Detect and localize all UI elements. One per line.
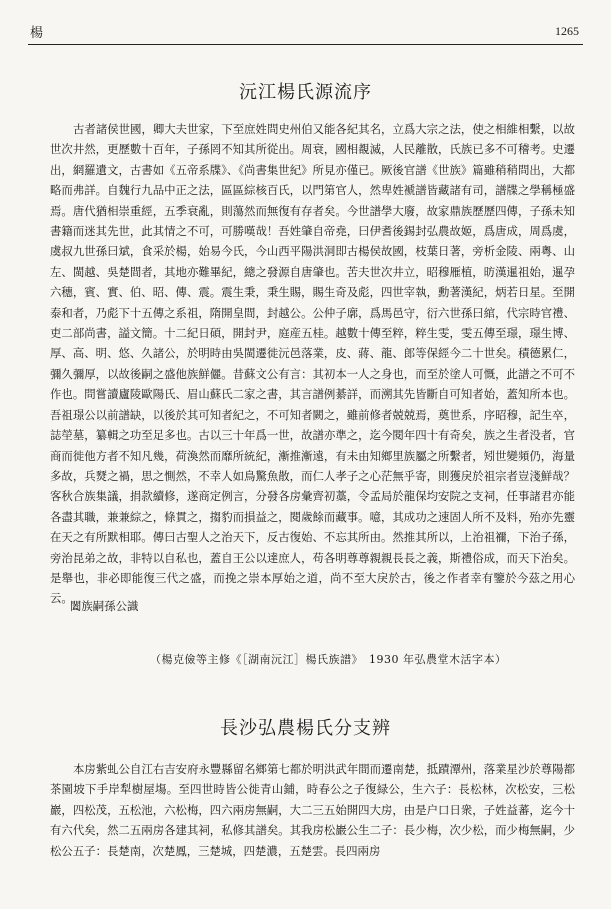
article-body-2: 本房紫虬公自江右吉安府永豐縣留名鄉第七都於明洪武年間而遷南楚，抵蹟潭州，落業星沙於尊陽都茶園坡下手岸犁樹屋塲。至四世時皆公徙青山鋪，時春公之子復緑公，生六子：長松林，次松安，三松巖，四松茂，五松池，六松梅，四六兩房無嗣，大二三五始開四大房，由是户口日衆，子姓益蕃，迄今十有六代矣，然二五兩房各建其祠，私修其譜矣。其我房松巖公生二子：長少梅，次少松，而少梅無嗣，少松公五子：長楚南，次楚鳳，三楚城，四楚濃，五楚雲。長四兩房	[50, 762, 575, 858]
running-header-section: 楊	[30, 26, 44, 41]
page-number: 1265	[555, 24, 579, 38]
header-rule	[28, 44, 583, 45]
source-citation: （楊克儉等主修《［湖南沅江］楊氏族譜》 1930 年弘農堂木活字本）	[150, 653, 507, 666]
article-body-1: 古者諸侯世國，卿大夫世家，下至庶姓問史州伯又能各紀其名，立爲大宗之法，使之相維相繫，以故世次井然，更歷數十百年，子孫罔不知其所從出。周衰，國相覩滅，人民離散，氏族已多不可稽考。史遷出，網羅遺文，古書如《五帝系牒》、《尚書集世紀》所見亦僅已。厥後官譜《世族》篇雖稍稍問出，大都略而弗詳。自魏行九品中正之法，區區綜核百氏，以門第官人，然卑姓褫譜皆藏諸有司，譜牒之學稱極盛焉。唐代猶相崇重經，五季衰亂，則蕩然而無復有存者矣。今世譜學大廢，故家鼎族歷歷四傳，子孫未知書籍而迷其先世，此其情之不可，可勝嘆哉！吾姓肇自帝堯，曰伊耆後錫封弘農故姬，爲唐成，周爲虞，虞叔九世孫曰斌，食采於楊，始易今氏，今山西平陽洪洞即古楊侯故國，枝葉日著，旁析金陵、兩粵、山左、閩越、吳楚間者，其地亦難畢紀，總之發源自唐肇也。苦夫世次井立，昭穆雁植，昉漢暹祖始，暹孕六穗，賓、實、伯、昭、傳、震。震生秉，秉生賜，賜生奇及彪，四世宰執，勳著漢紀，炳若日星。至開泰和者，乃彪下十五傳之系祖，隋開皇間，封越公。公仲子廓，爲馬邑守，衍六世孫曰綰，代宗時官禮、吏二部尚書，謚文簡。十二紀日碩，開封尹，庭産五桂。越數十傳至粹，粹生雯，雯五傳至璟，璟生博、厚、高、明、悠、久諸公，於明時由吳閩遷徙沅邑落業，皮、蔣、龍、郎等保經今二十世矣。積德累仁，彌久彌厚，以故後嗣之盛他族鮮儷。昔蘇文公有言：其初本一人之身也，而至於塗人可慨，此譜之不可不作也。問嘗讀廬陵歐陽氏、眉山蘇氏二家之書，其言譜例綦詳，而溯其先皆斷自可知者始，蓋知所本也。吾祖璟公以前譜缺，以後於其可知者紀之，不可知者闕之，雖前修者兢兢焉，奠世系，序昭穆，記生卒，誌塋墓，纂輯之功至足多也。古以三十年爲一世，故譜亦準之，迄今閱年四十有奇矣，族之生者没者，官商而徙他方者不知凡幾，荷渙然而靡所統紀，漸推漸遠，有未由知鄉里族屬之所繫者，矧世變頻仍，海量多故，兵燹之禍，思之惻然，不幸人如鳥驚魚散，而仁人孝子之心茫無乎寄，則獲戾於祖宗者豈淺鮮哉？客秋合族集議，捐款續修，遂商定例言，分發各房彙齊初藁，令孟局於龍保均安院之支祠，任事諸君亦能各盡其職，兼兼綜之，條貫之，搊豹而損益之，閱歲餘而藏事。噫，其成功之速固人所不及料，殆亦先靈在天之有所默相耶。傳曰古聖人之治天下，反古復始、不忘其所由。然推其所以，上治祖禰，下治子孫，旁治昆弟之故，非特以自私也，蓋自王公以達庶人，苟各明尊尊親親長長之義，斯禮俗成，而天下治矣。是舉也，非必即能復三代之盛，而挽之崇本厚始之道，尚不至大戾於古，後之作者幸有鑒於今茲之用心云。	[50, 122, 575, 606]
article-signature: 闔族嗣孫公識	[70, 599, 139, 613]
article-title-1: 沅江楊氏源流序	[239, 82, 372, 103]
article-title-2: 長沙弘農楊氏分支辨	[220, 718, 391, 739]
